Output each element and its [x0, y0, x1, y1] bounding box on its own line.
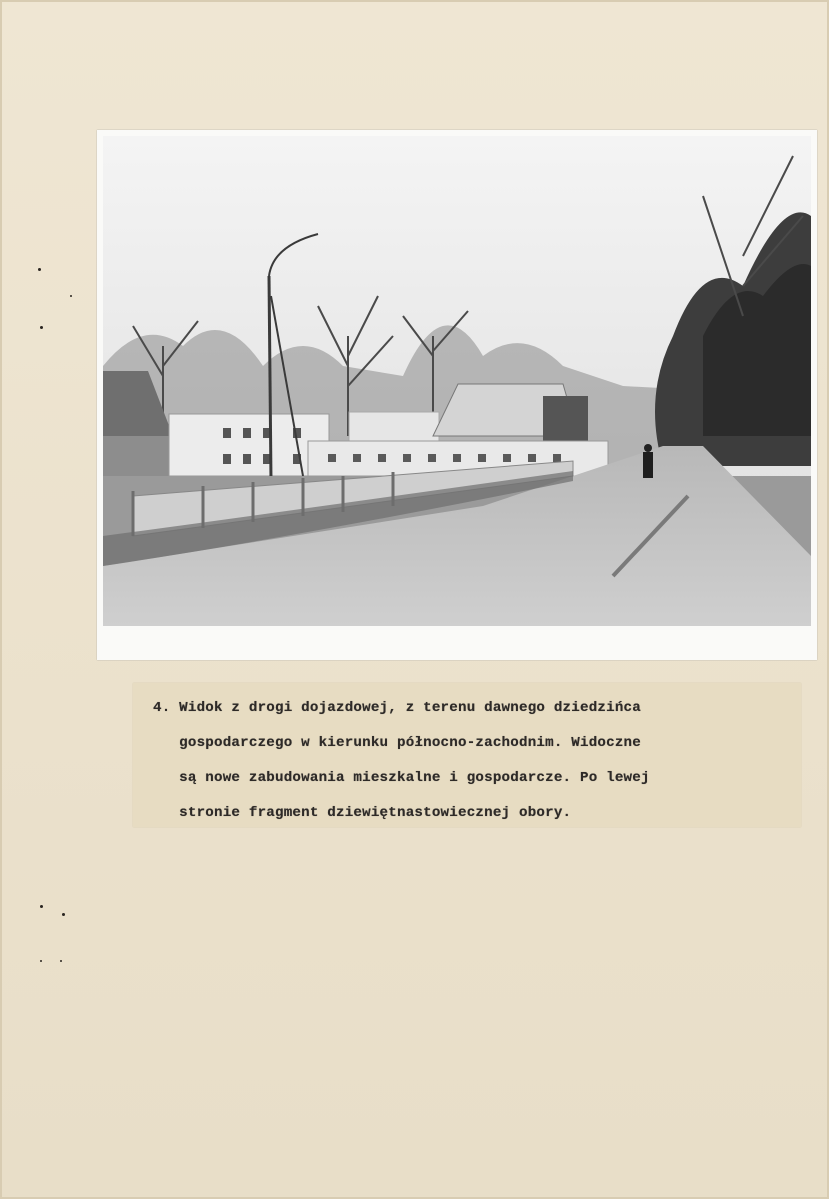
punch-mark [40, 905, 43, 908]
punch-mark [70, 295, 72, 297]
punch-mark [62, 913, 65, 916]
punch-mark [60, 960, 62, 962]
photograph [103, 136, 811, 626]
caption-line: 4. Widok z drogi dojazdowej, z terenu dawnego dziedzińca [153, 700, 641, 716]
photo-scene [103, 136, 811, 626]
photo-mount [97, 130, 817, 660]
caption-line: są nowe zabudowania mieszkalne i gospodarcze. Po lewej [153, 770, 650, 786]
caption-label [133, 683, 801, 827]
caption-line: gospodarczego w kierunku północno-zachodnim. Widoczne [153, 735, 641, 751]
pedestrian [643, 444, 653, 478]
punch-mark [38, 268, 41, 271]
caption-text [153, 691, 785, 831]
house-wall [543, 396, 588, 441]
punch-mark [40, 326, 43, 329]
caption-line: stronie fragment dziewiętnastowiecznej obory. [153, 805, 572, 821]
punch-mark [40, 960, 42, 962]
apartment-block [169, 414, 329, 476]
